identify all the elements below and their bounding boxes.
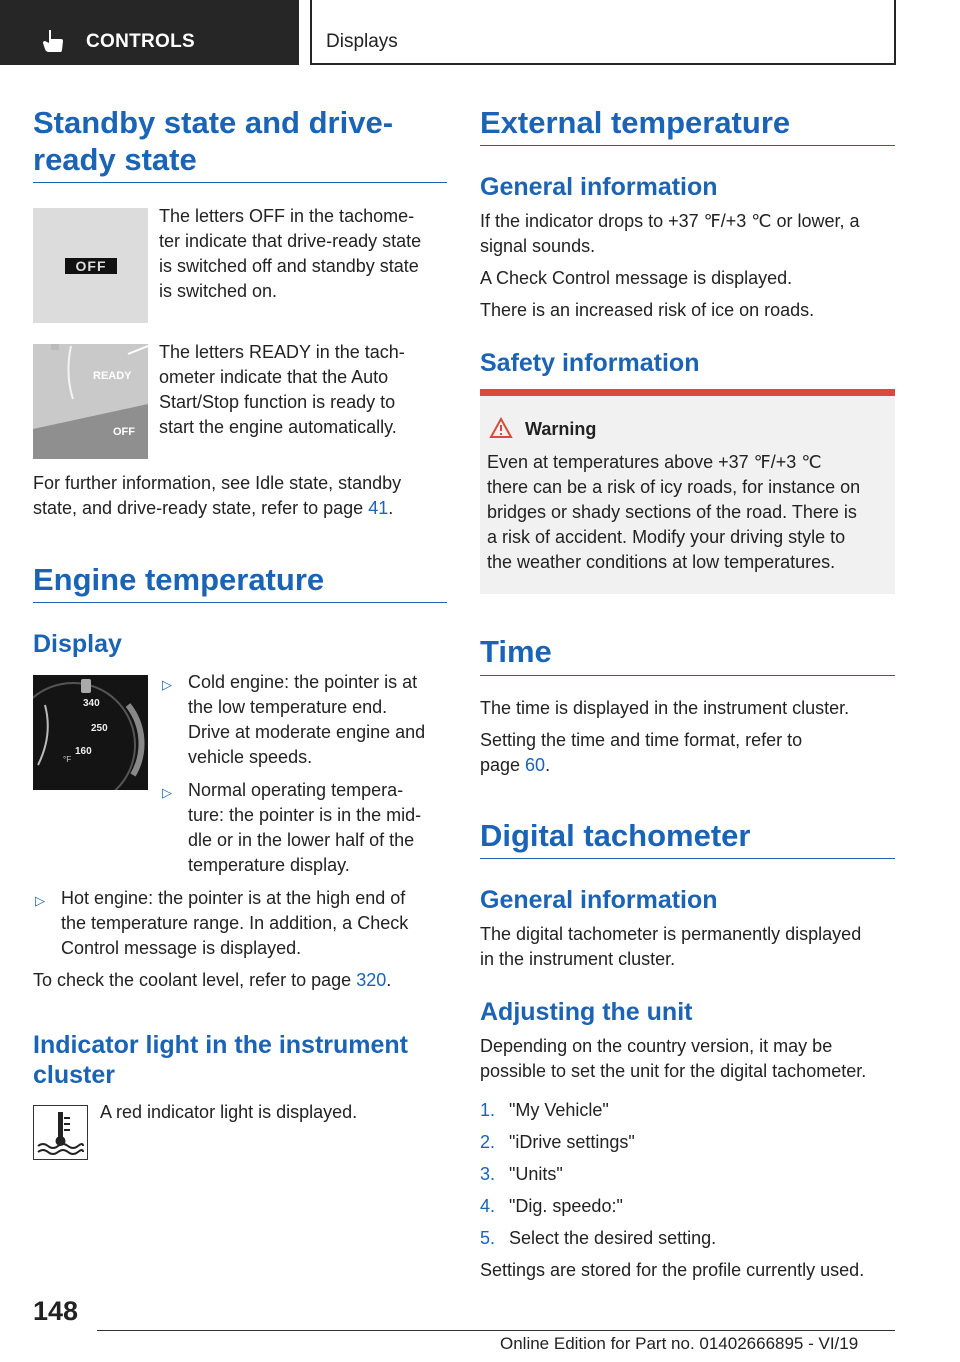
warning-line: Even at temperatures above +37 ℉/+3 ℃	[487, 452, 822, 472]
ready-description	[159, 340, 405, 440]
list-item-line: the temperature range. In addition, a Check	[61, 913, 409, 933]
list-item-line: vehicle speeds.	[188, 747, 313, 767]
step-text: "iDrive settings"	[509, 1132, 635, 1152]
unit-line2: possible to set the unit for the digital tachometer.	[480, 1061, 867, 1081]
off-desc-line: is switched off and standby state	[159, 256, 419, 276]
external-general-heading: General information	[480, 173, 718, 201]
bullet-triangle-icon: ▷	[162, 677, 172, 692]
tacho-general-line2: in the instrument cluster.	[480, 949, 676, 969]
standby-heading-rule	[33, 182, 447, 183]
warning-triangle-icon	[489, 417, 513, 439]
unit-line1: Depending on the country version, it may be	[480, 1036, 833, 1056]
external-general-line2: signal sounds.	[480, 236, 596, 256]
chapter-label: Displays	[326, 31, 398, 52]
ready-desc-line: start the engine automatically.	[159, 417, 397, 437]
warning-text	[487, 450, 860, 575]
tacho-general-text	[480, 922, 861, 972]
external-heading-rule	[480, 145, 895, 146]
off-desc-line: ter indicate that drive-ready state	[159, 231, 422, 251]
list-item	[480, 1194, 716, 1226]
step-text: Select the desired setting.	[509, 1228, 717, 1248]
list-item-line: Cold engine: the pointer is at	[188, 672, 418, 692]
ready-gauge-graphic	[33, 344, 148, 459]
warning-line: the weather conditions at low temperatures.	[487, 552, 836, 572]
display-heading: Display	[33, 630, 122, 658]
tacho-heading-rule	[480, 858, 895, 859]
temperature-gauge-image	[33, 675, 148, 790]
list-item	[480, 1162, 716, 1194]
list-item-line: Hot engine: the pointer is at the high end of	[61, 888, 406, 908]
list-item-cold-engine	[188, 670, 425, 770]
page-number: 148	[33, 1296, 79, 1326]
step-number: 2.	[480, 1132, 496, 1152]
ready-off-badge: OFF	[113, 426, 135, 438]
external-general-line1: If the indicator drops to +37 ℉/+3 ℃ or lower, a	[480, 211, 860, 231]
tacho-general-line1: The digital tachometer is permanently displayed	[480, 924, 862, 944]
ready-desc-line: Start/Stop function is ready to	[159, 392, 396, 412]
engine-heading-rule	[33, 602, 447, 603]
warning-line: a risk of accident. Modify your driving style to	[487, 527, 846, 547]
indicator-light-text: A red indicator light is displayed.	[100, 1102, 358, 1122]
list-item-line: dle or in the lower half of the	[188, 830, 415, 850]
bullet-triangle-icon: ▷	[162, 785, 172, 800]
further-suffix: .	[388, 498, 394, 518]
time-line3-prefix: page	[480, 755, 526, 775]
external-general-text	[480, 209, 860, 259]
list-item	[480, 1130, 716, 1162]
safety-information-heading: Safety information	[480, 349, 700, 377]
tacho-general-heading: General information	[480, 886, 718, 914]
engine-temperature-heading: Engine temperature	[33, 562, 325, 597]
footer-edition: Online Edition for Part no. 01402666895 - VI/19	[500, 1334, 859, 1353]
list-item-line: temperature display.	[188, 855, 350, 875]
ready-indicator-image	[33, 344, 148, 459]
step-number: 4.	[480, 1196, 496, 1216]
warning-title: Warning	[525, 419, 597, 439]
list-item-line: Drive at moderate engine and	[188, 722, 426, 742]
list-item	[480, 1098, 716, 1130]
list-item-line: ture: the pointer is in the mid‐	[188, 805, 422, 825]
step-text: "My Vehicle"	[509, 1100, 609, 1120]
steps-list	[480, 1098, 716, 1258]
time-suffix: .	[545, 755, 551, 775]
time-heading-rule	[480, 675, 895, 676]
coolant-text	[33, 968, 391, 993]
step-number: 5.	[480, 1228, 496, 1248]
indicator-heading-line2: cluster	[33, 1061, 115, 1089]
time-line1: The time is displayed in the instrument cluster.	[480, 698, 850, 718]
indicator-heading-line1: Indicator light in the instrument	[33, 1031, 408, 1059]
time-text	[480, 696, 849, 778]
settings-stored-text: Settings are stored for the profile currently used.	[480, 1260, 865, 1280]
check-control-text: A Check Control message is displayed.	[480, 268, 793, 288]
time-line3	[480, 753, 849, 778]
coolant-thermometer-graphic	[34, 1106, 87, 1159]
list-item-hot-engine	[61, 886, 408, 961]
time-heading: Time	[480, 634, 552, 669]
external-temperature-heading: External temperature	[480, 105, 791, 140]
section-tab[interactable]	[0, 0, 299, 65]
off-badge: OFF	[65, 258, 117, 274]
digital-tachometer-heading: Digital tachometer	[480, 818, 751, 853]
off-indicator-image	[33, 208, 148, 323]
further-line2-text: state, and drive-ready state, refer to page	[33, 498, 369, 518]
warning-box	[480, 389, 895, 594]
off-desc-line: is switched on.	[159, 281, 278, 301]
ready-desc-line: The letters READY in the tach‐	[159, 342, 405, 362]
off-description	[159, 204, 421, 304]
pointing-hand-icon	[40, 28, 66, 54]
standby-further-info	[33, 471, 401, 521]
standby-heading-line2: ready state	[33, 142, 197, 177]
chapter-box[interactable]	[310, 0, 896, 65]
coolant-temperature-icon	[33, 1105, 88, 1160]
warning-line: there can be a risk of icy roads, for instance on	[487, 477, 861, 497]
bullet-triangle-icon: ▷	[35, 893, 45, 908]
coolant-prefix: To check the coolant level, refer to page	[33, 970, 357, 990]
ice-risk-text: There is an increased risk of ice on roads.	[480, 300, 815, 320]
list-item-line: the low temperature end.	[188, 697, 388, 717]
footer-rule	[97, 1330, 895, 1331]
indicator-light-heading	[33, 1030, 408, 1090]
gauge-label-340: 340	[83, 698, 100, 709]
page-link-320[interactable]: 320	[356, 970, 387, 990]
ready-desc-line: ometer indicate that the Auto	[159, 367, 389, 387]
adjusting-unit-heading: Adjusting the unit	[480, 998, 693, 1026]
gauge-unit-label: °F	[63, 755, 72, 764]
step-number: 1.	[480, 1100, 496, 1120]
gauge-label-160: 160	[75, 746, 92, 757]
list-item	[480, 1226, 716, 1258]
time-line2: Setting the time and time format, refer to	[480, 730, 803, 750]
step-text: "Units"	[509, 1164, 563, 1184]
page-link-60[interactable]: 60	[525, 755, 546, 775]
warning-line: bridges or shady sections of the road. There is	[487, 502, 857, 522]
section-label: CONTROLS	[86, 31, 196, 52]
list-item-line: Normal operating tempera‐	[188, 780, 404, 800]
standby-heading	[33, 104, 393, 178]
standby-heading-line1: Standby state and drive-	[33, 105, 394, 140]
off-desc-line: The letters OFF in the tachome‐	[159, 206, 415, 226]
list-item-normal-engine	[188, 778, 421, 878]
page-link-41[interactable]: 41	[368, 498, 389, 518]
step-text: "Dig. speedo:"	[509, 1196, 623, 1216]
list-item-line: Control message is displayed.	[61, 938, 302, 958]
ready-badge: READY	[93, 370, 132, 382]
further-line2	[33, 496, 401, 521]
step-number: 3.	[480, 1164, 496, 1184]
gauge-label-250: 250	[91, 723, 108, 734]
coolant-suffix: .	[386, 970, 392, 990]
adjusting-unit-text	[480, 1034, 866, 1084]
further-line1: For further information, see Idle state, standby	[33, 473, 402, 493]
